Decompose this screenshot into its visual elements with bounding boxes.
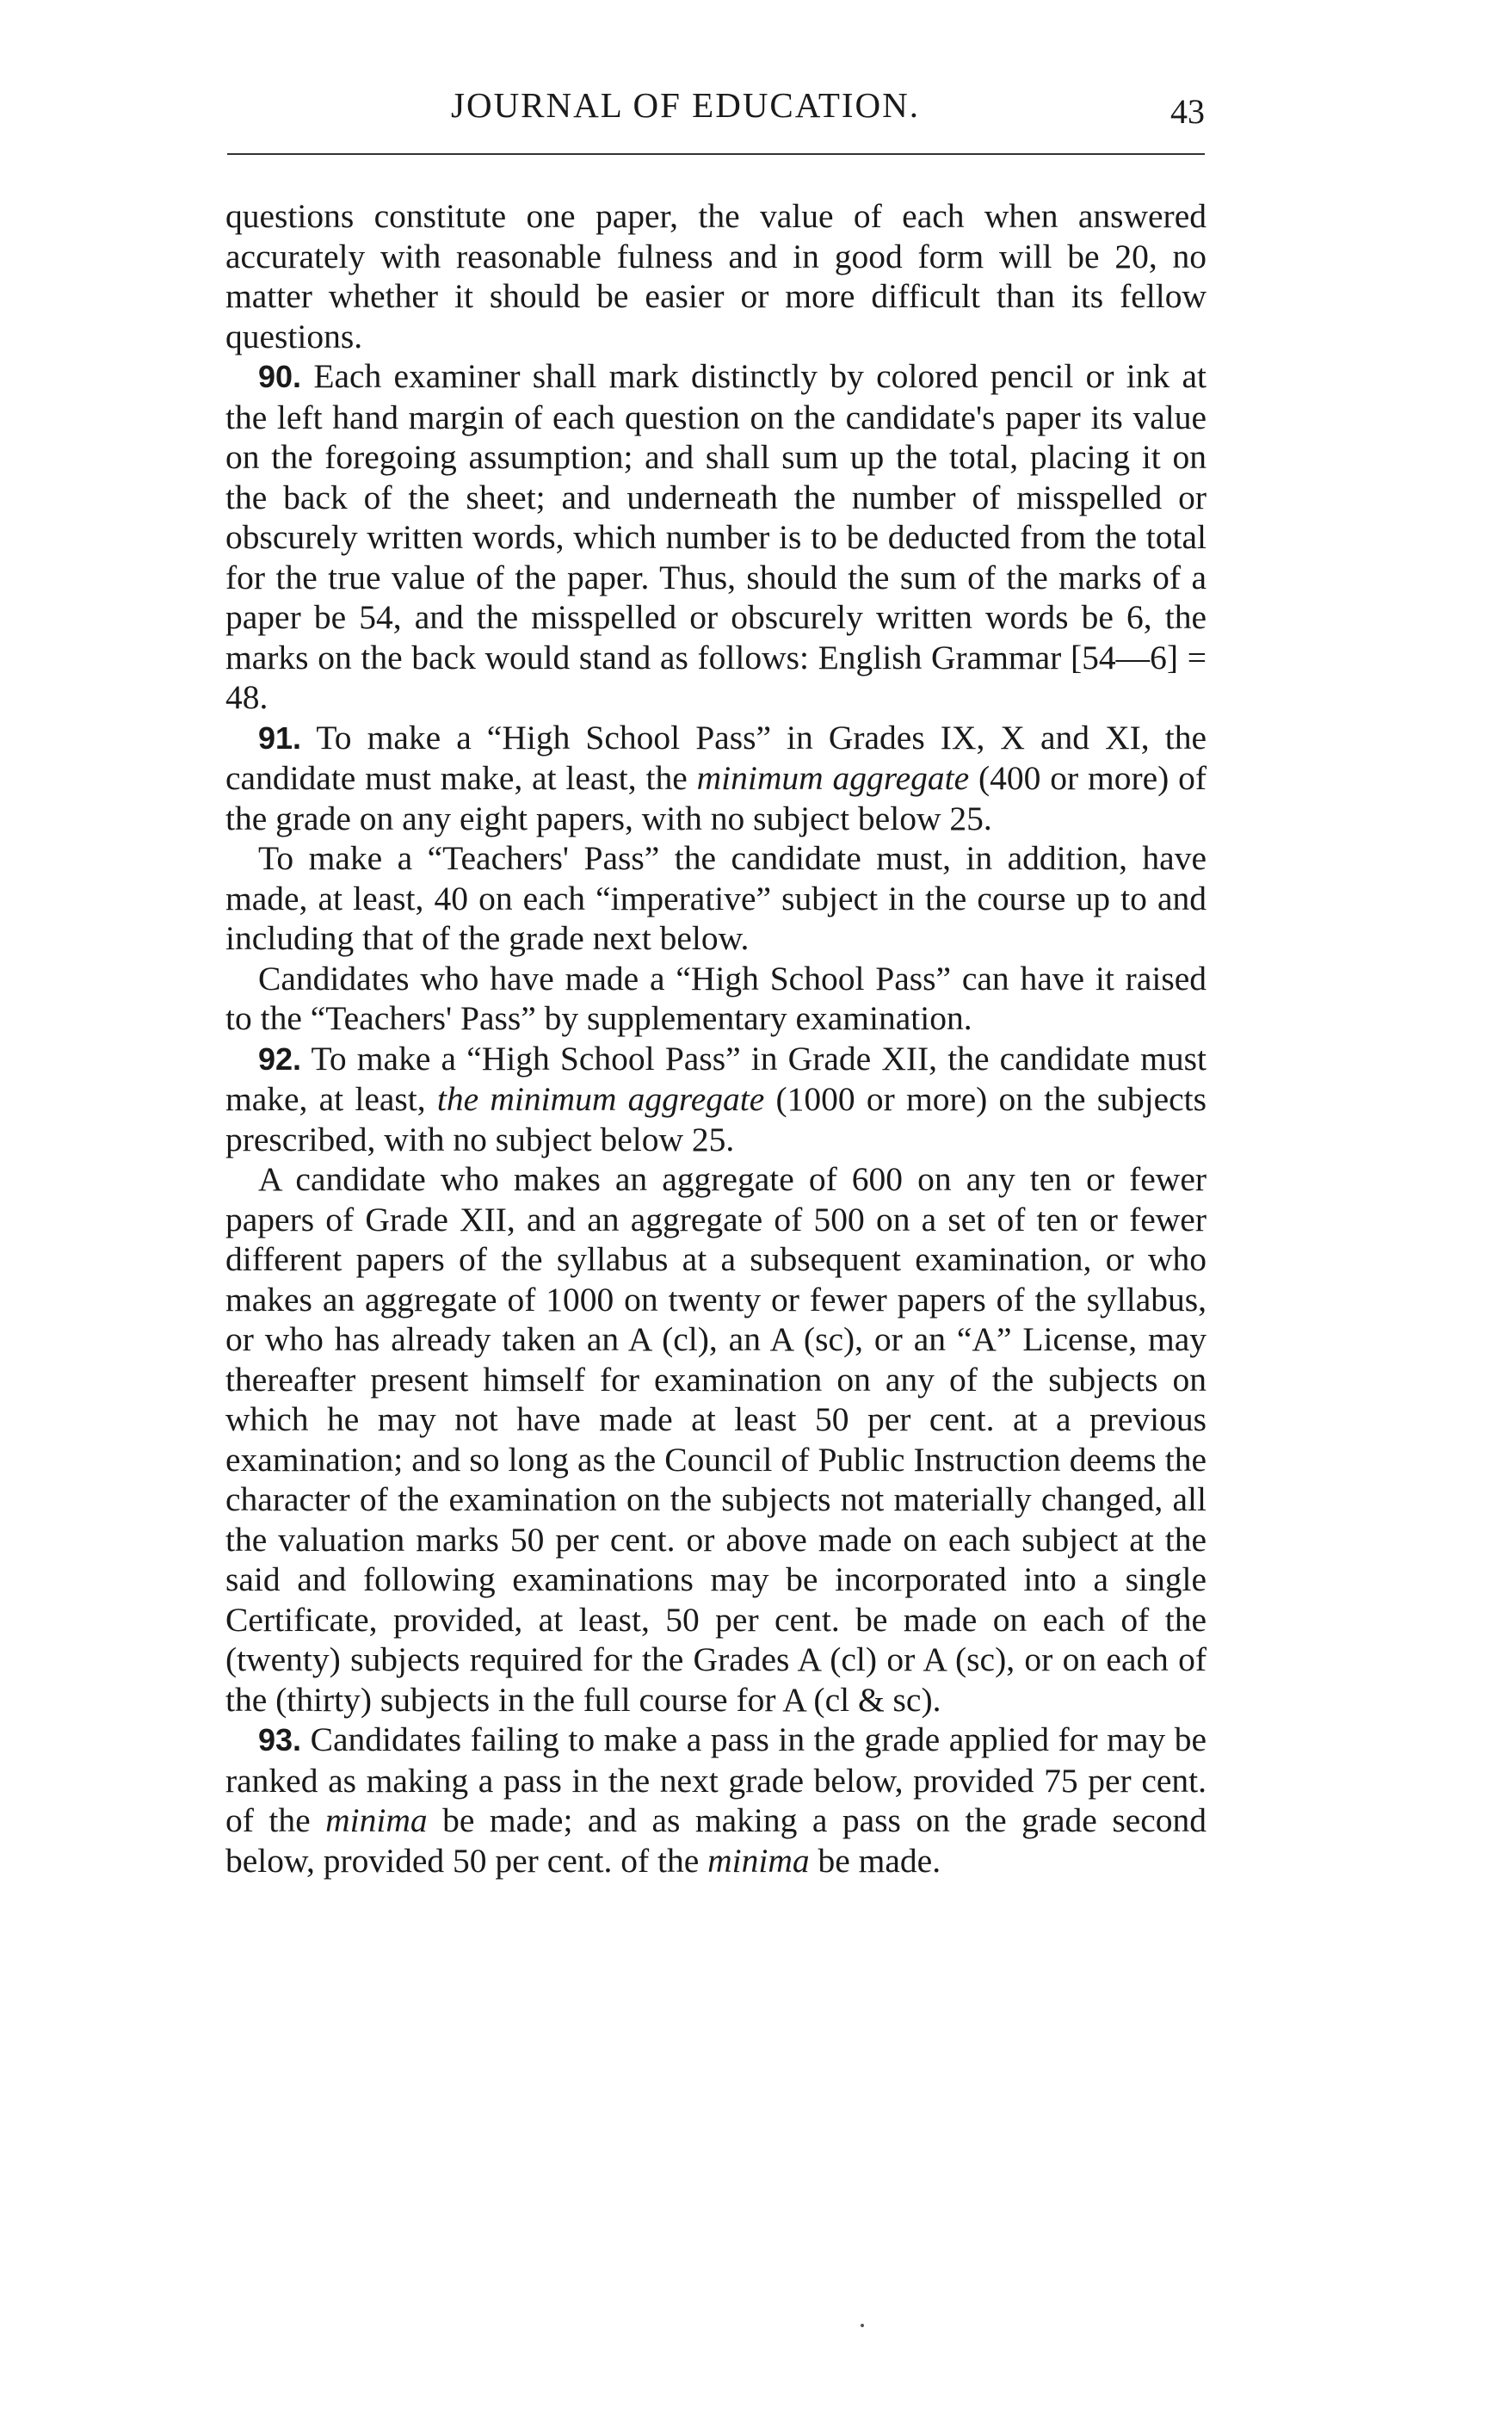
section-number: 93. [258, 1722, 302, 1757]
paragraph-91 [225, 718, 1207, 839]
paragraph-text: be made. [818, 1841, 941, 1880]
body-text [225, 196, 1207, 1881]
journal-title: JOURNAL OF EDUCATION. [451, 85, 921, 125]
paragraph-92 [225, 1039, 1207, 1160]
paragraph-91-teachers-pass [225, 838, 1207, 959]
paragraph-91-supplementary [225, 959, 1207, 1039]
paragraph-text: Candidates who have made a “High School Pass” can have it raised to the “Teachers' Pass” by supplementary examination. [225, 959, 1207, 1037]
paragraph-text: be made; and as making a pass on the grade second below, provided 50 per cent. of the [225, 1801, 1207, 1880]
header-rule [227, 153, 1205, 155]
italic-term: minima [707, 1841, 810, 1880]
italic-term: minimum aggregate [696, 759, 970, 797]
paragraph-text: To make a “High School Pass” in Grades IX, X and XI, the candidate must make, at least, the [225, 718, 1207, 797]
section-number: 91. [258, 720, 302, 756]
paragraph-text: A candidate who makes an aggregate of 600 on any ten or fewer papers of Grade XII, and an aggregate of 500 on a set of ten or fewer different papers of the syllabus at a subsequent examination, or who makes an aggregate of 1000 on twenty or fewer papers of the syllabus, or who has already taken an A (cl), an A (sc), or an “A” License, may thereafter present himself for examination on any of the subjects on which he may not have made at least 50 per cent. at a previous examination; and so long as the Council of Public Instruction deems the character of the examination on the subjects not materially changed, all the valuation marks 50 per cent. or above made on each subject at the said and following examinations may be incorporated into a single Certificate, provided, at least, 50 per cent. be made on each of the (twenty) subjects required for the Grades A (cl) or A (sc), or on each of the (thirty) subjects in the full course for A (cl & sc). [225, 1160, 1207, 1719]
paragraph-text: questions constitute one paper, the value of each when answered accurately with reasonable fulness and in good form will be 20, no matter whether it should be easier or more difficult than its fellow questions. [225, 197, 1207, 355]
ink-speck [861, 2324, 864, 2327]
running-header [224, 84, 1205, 136]
paragraph-text: Each examiner shall mark distinctly by colored pencil or ink at the left hand margin of each question on the candidate's paper its value on the foregoing assumption; and shall sum up the total, placing it on the back of the sheet; and underneath the number of misspelled or obscurely written words, which number is to be deducted from the total for the true value of the paper. Thus, should the sum of the marks of a paper be 54, and the misspelled or obscurely written words be 6, the marks on the back would stand as follows: English Grammar [54—6] = 48. [225, 357, 1207, 716]
italic-term: minima [325, 1801, 428, 1839]
page-number: 43 [1170, 92, 1205, 131]
section-number: 92. [258, 1041, 302, 1077]
paragraph-text: To make a “High School Pass” in Grade XII, the candidate must make, at least, [225, 1039, 1207, 1118]
paragraph-93 [225, 1720, 1207, 1881]
paragraph-text: (1000 or more) on the subjects prescribed, with no subject below 25. [225, 1080, 1207, 1158]
paragraph-text: To make a “Teachers' Pass” the candidate must, in addition, have made, at least, 40 on each “imperative” subject in the course up to and including that of the grade next below. [225, 839, 1207, 957]
paragraph-text: Candidates failing to make a pass in the grade applied for may be ranked as making a pass in the next grade below, provided 75 per cent. of the [225, 1720, 1207, 1839]
section-number: 90. [258, 359, 302, 394]
paragraph-continuation [225, 196, 1207, 356]
paragraph-92-aggregate [225, 1159, 1207, 1720]
paragraph-90 [225, 356, 1207, 718]
paragraph-text: (400 or more) of the grade on any eight papers, with no subject below 25. [225, 759, 1207, 837]
italic-term: the minimum aggregate [436, 1080, 765, 1118]
